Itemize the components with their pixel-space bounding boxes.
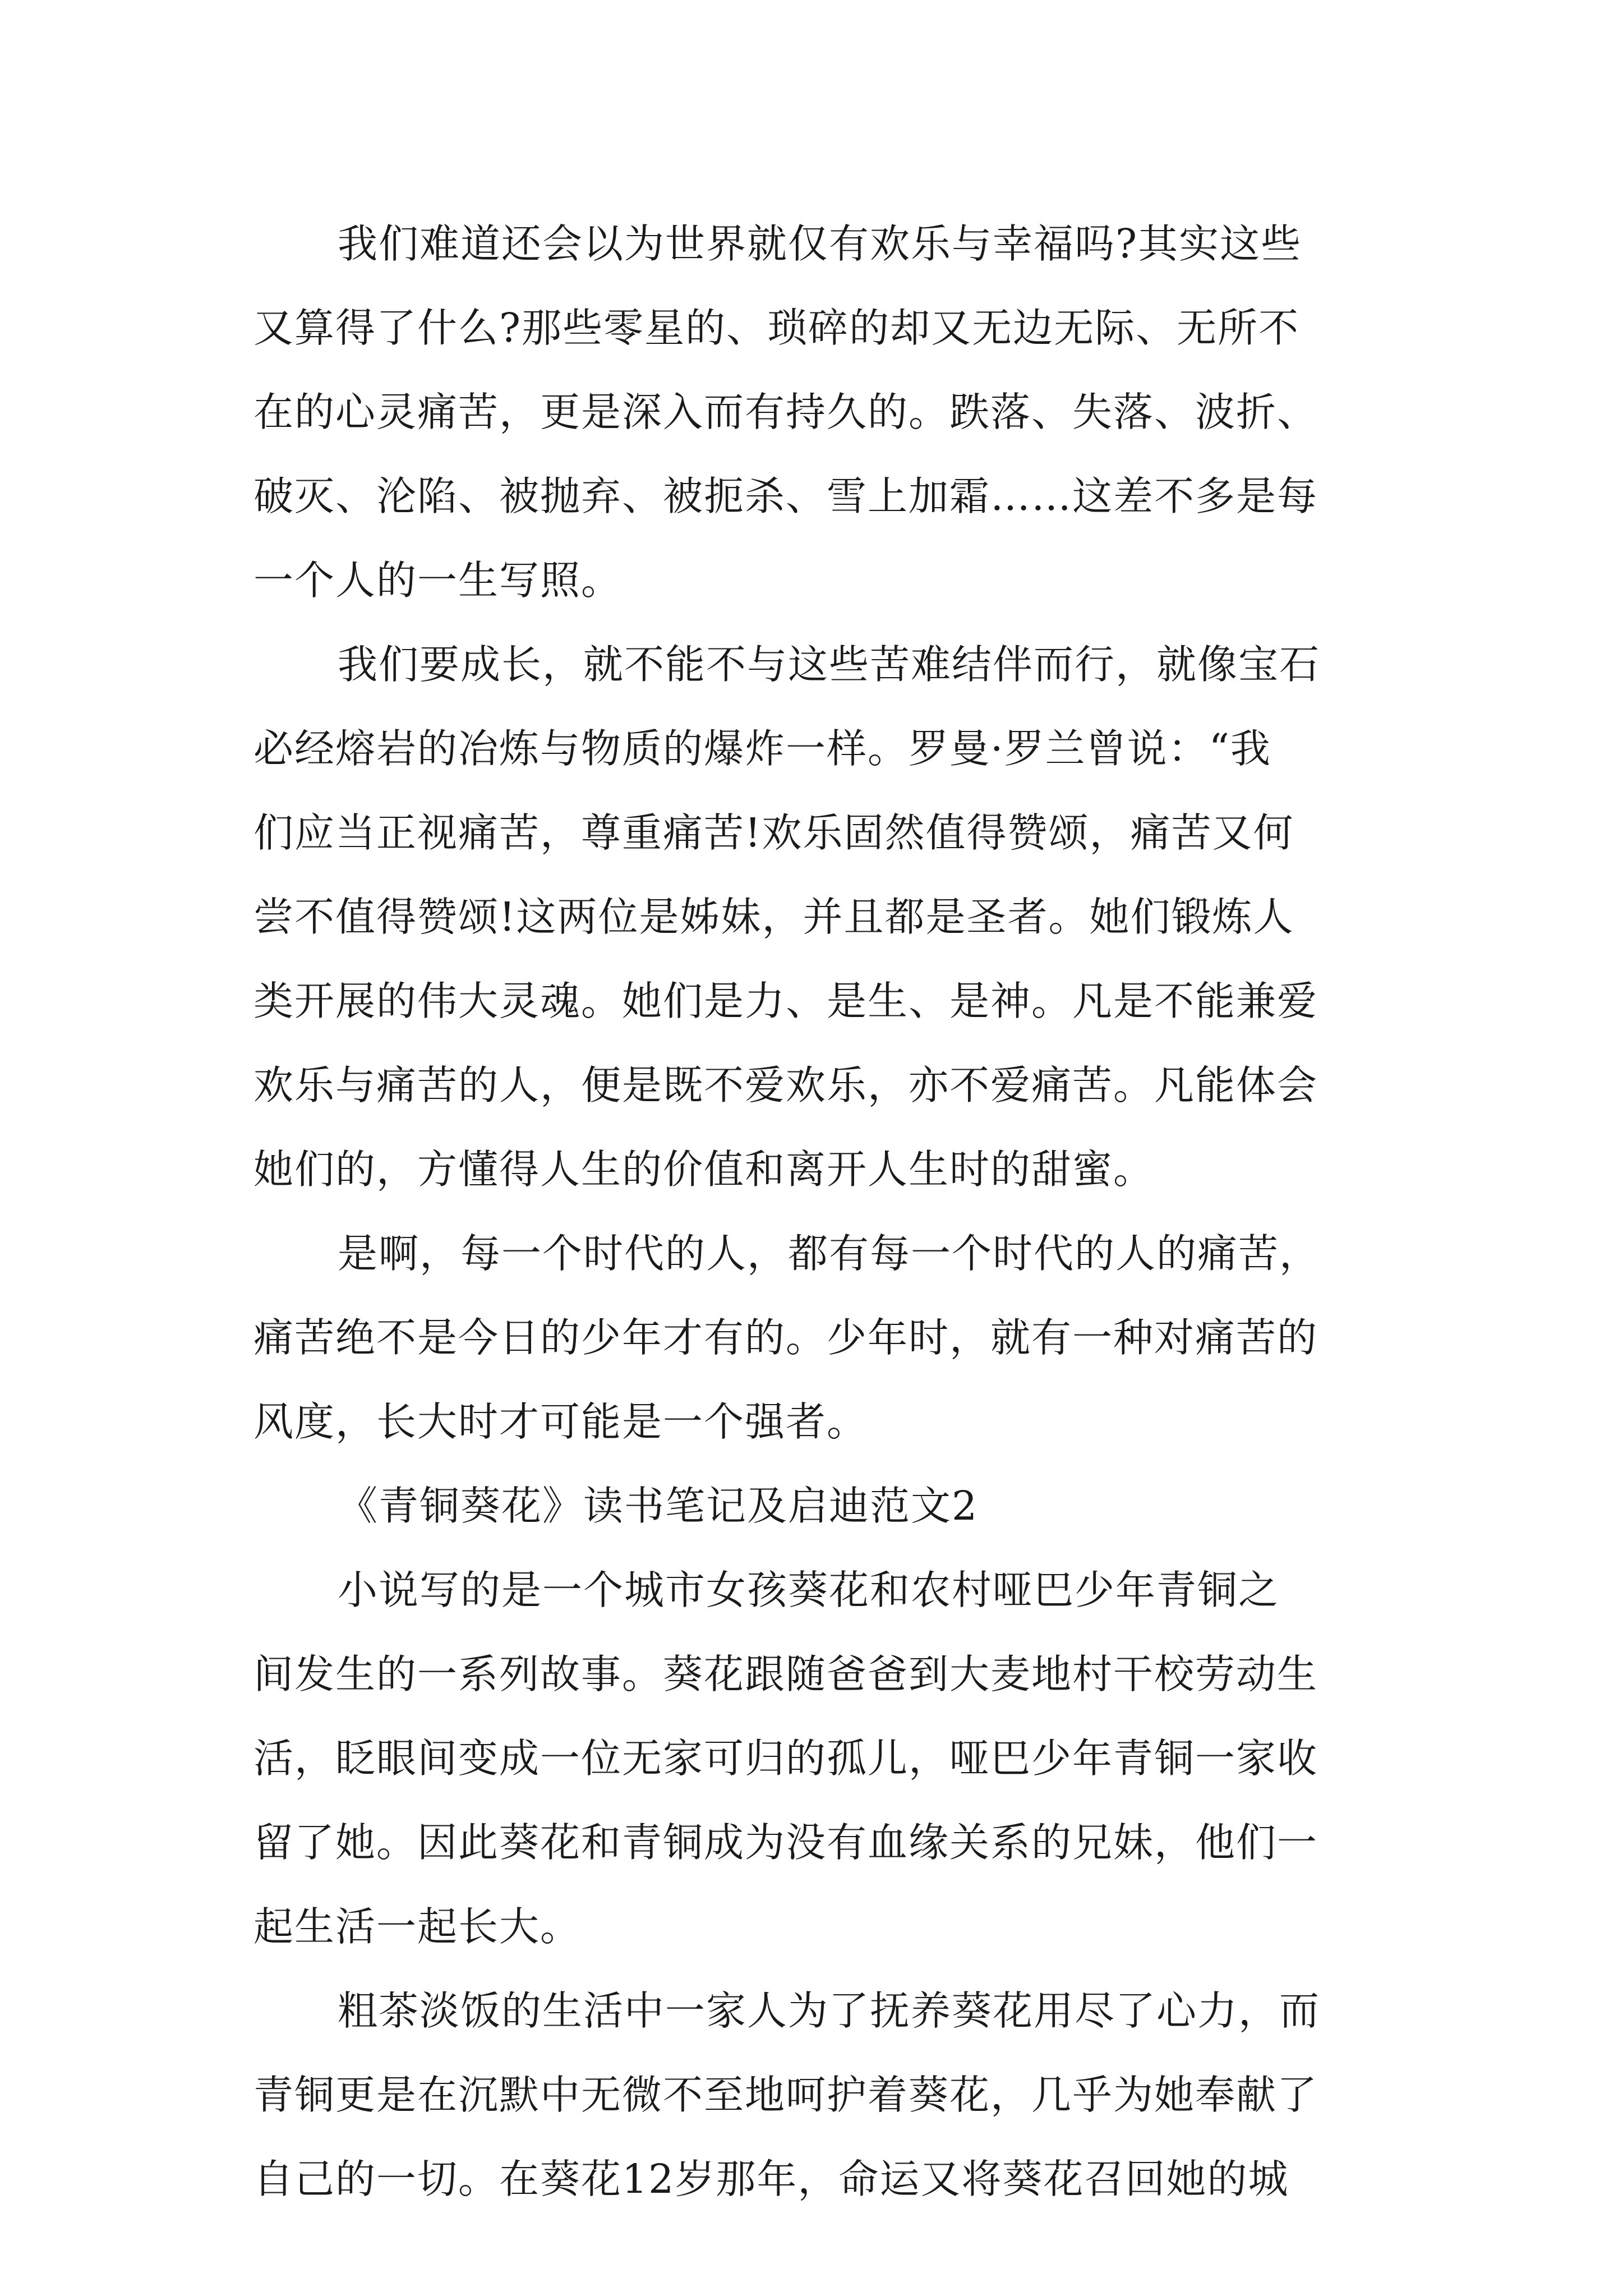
paragraph-line: 们应当正视痛苦，尊重痛苦!欢乐固然值得赞颂，痛苦又何 bbox=[253, 809, 1294, 856]
section-heading: 《青铜葵花》读书笔记及启迪范文2 bbox=[338, 1483, 979, 1529]
paragraph-line: 小说写的是一个城市女孩葵花和农村哑巴少年青铜之 bbox=[338, 1567, 1280, 1613]
paragraph-line: 间发生的一系列故事。葵花跟随爸爸到大麦地村干校劳动生 bbox=[253, 1651, 1318, 1697]
paragraph-line: 必经熔岩的冶炼与物质的爆炸一样。罗曼·罗兰曾说：“我 bbox=[253, 725, 1271, 772]
paragraph-line: 一个人的一生写照。 bbox=[253, 557, 623, 604]
paragraph-line: 在的心灵痛苦，更是深入而有持久的。跌落、失落、波折、 bbox=[253, 389, 1318, 435]
paragraph-line: 我们难道还会以为世界就仅有欢乐与幸福吗?其实这些 bbox=[338, 220, 1302, 267]
paragraph-line: 尝不值得赞颂!这两位是姊妹，并且都是圣者。她们锻炼人 bbox=[253, 894, 1294, 940]
document-body bbox=[253, 202, 1381, 2221]
paragraph-line: 破灭、沦陷、被抛弃、被扼杀、雪上加霜……这差不多是每 bbox=[253, 473, 1318, 519]
paragraph-line: 青铜更是在沉默中无微不至地呵护着葵花，几乎为她奉献了 bbox=[253, 2072, 1318, 2118]
paragraph-line: 活，眨眼间变成一位无家可归的孤儿，哑巴少年青铜一家收 bbox=[253, 1735, 1318, 1782]
paragraph-line: 痛苦绝不是今日的少年才有的。少年时，就有一种对痛苦的 bbox=[253, 1314, 1318, 1361]
paragraph-line: 她们的，方懂得人生的价值和离开人生时的甜蜜。 bbox=[253, 1146, 1155, 1193]
paragraph-line: 又算得了什么?那些零星的、琐碎的却又无边无际、无所不 bbox=[253, 305, 1300, 351]
paragraph-line: 起生活一起长大。 bbox=[253, 1903, 582, 1950]
paragraph-line: 留了她。因此葵花和青铜成为没有血缘关系的兄妹，他们一 bbox=[253, 1819, 1318, 1866]
paragraph-line: 是啊，每一个时代的人，都有每一个时代的人的痛苦， bbox=[338, 1230, 1321, 1277]
paragraph-line: 类开展的伟大灵魂。她们是力、是生、是神。凡是不能兼爱 bbox=[253, 978, 1318, 1024]
paragraph-line: 我们要成长，就不能不与这些苦难结伴而行，就像宝石 bbox=[338, 641, 1321, 688]
paragraph-line: 粗茶淡饭的生活中一家人为了抚养葵花用尽了心力，而 bbox=[338, 1987, 1321, 2034]
paragraph-line: 自己的一切。在葵花12岁那年，命运又将葵花召回她的城 bbox=[253, 2156, 1289, 2202]
paragraph-line: 欢乐与痛苦的人，便是既不爱欢乐，亦不爱痛苦。凡能体会 bbox=[253, 1062, 1318, 1108]
paragraph-line: 风度，长大时才可能是一个强者。 bbox=[253, 1398, 868, 1445]
